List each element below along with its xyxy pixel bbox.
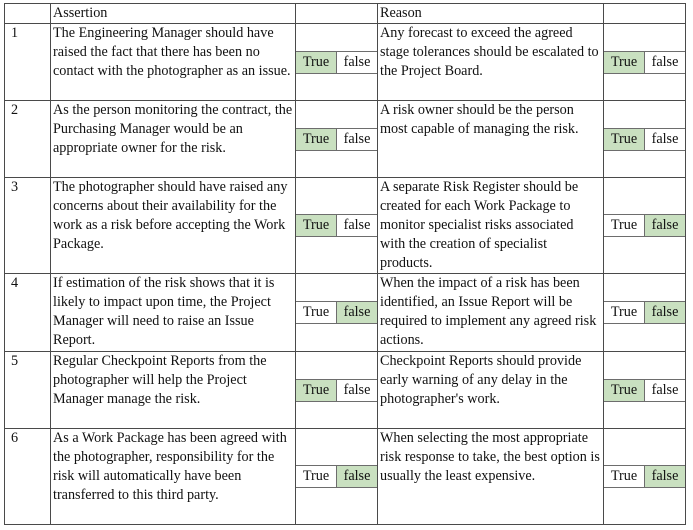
false-option[interactable]: false xyxy=(336,215,377,236)
table-row xyxy=(5,352,686,429)
assertion-true-false xyxy=(296,101,378,178)
true-option[interactable]: True xyxy=(296,52,336,73)
reason-text: Any forecast to exceed the agreed stage tolerances should be escalated to the Project Board. xyxy=(378,24,604,101)
assertion-text: As a Work Package has been agreed with the photographer, responsibility for the risk will automatically have been transferred to this third party. xyxy=(51,429,296,525)
header-assertion-answer xyxy=(296,4,378,24)
assertion-true-false xyxy=(296,429,378,525)
false-option[interactable]: false xyxy=(644,466,685,487)
table-row xyxy=(5,101,686,178)
assertion-text: As the person monitoring the contract, the Purchasing Manager would be an appropriate owner for the risk. xyxy=(51,101,296,178)
row-number: 6 xyxy=(5,429,51,525)
false-option[interactable]: false xyxy=(336,380,377,401)
true-false-toggle[interactable] xyxy=(296,301,377,324)
true-option[interactable]: True xyxy=(296,129,336,150)
table-row xyxy=(5,178,686,274)
false-option[interactable]: false xyxy=(644,52,685,73)
assertion-text: The photographer should have raised any concerns about their availability for the work as a risk before accepting the Work Package. xyxy=(51,178,296,274)
header-row xyxy=(5,4,686,24)
false-option[interactable]: false xyxy=(644,380,685,401)
reason-text: Checkpoint Reports should provide early warning of any delay in the photographer's work. xyxy=(378,352,604,429)
false-option[interactable]: false xyxy=(644,215,685,236)
true-false-toggle[interactable] xyxy=(296,128,377,151)
assertion-true-false xyxy=(296,178,378,274)
false-option[interactable]: false xyxy=(336,52,377,73)
row-number: 3 xyxy=(5,178,51,274)
assertion-text: Regular Checkpoint Reports from the photographer will help the Project Manager manage the risk. xyxy=(51,352,296,429)
header-assertion: Assertion xyxy=(51,4,296,24)
reason-text: When selecting the most appropriate risk response to take, the best option is usually the least expensive. xyxy=(378,429,604,525)
header-reason: Reason xyxy=(378,4,604,24)
true-option[interactable]: True xyxy=(604,52,644,73)
true-option[interactable]: True xyxy=(296,215,336,236)
true-option[interactable]: True xyxy=(610,217,638,233)
row-number: 4 xyxy=(5,274,51,352)
true-option[interactable]: True xyxy=(302,304,330,320)
false-option[interactable]: false xyxy=(644,302,685,323)
false-option[interactable]: false xyxy=(644,129,685,150)
true-false-toggle[interactable] xyxy=(296,465,377,488)
true-false-toggle[interactable] xyxy=(296,379,377,402)
true-option[interactable]: True xyxy=(302,468,330,484)
true-option[interactable]: True xyxy=(610,468,638,484)
true-false-toggle[interactable] xyxy=(604,51,685,74)
table-row xyxy=(5,24,686,101)
row-number: 2 xyxy=(5,101,51,178)
true-option[interactable]: True xyxy=(604,129,644,150)
assertion-reason-table xyxy=(4,3,686,525)
header-reason-answer xyxy=(604,4,686,24)
reason-text: A risk owner should be the person most capable of managing the risk. xyxy=(378,101,604,178)
assertion-true-false xyxy=(296,24,378,101)
reason-true-false xyxy=(604,429,686,525)
true-false-toggle[interactable] xyxy=(604,214,685,237)
true-false-toggle[interactable] xyxy=(296,51,377,74)
true-false-toggle[interactable] xyxy=(604,301,685,324)
reason-true-false xyxy=(604,274,686,352)
true-option[interactable]: True xyxy=(296,380,336,401)
false-option[interactable]: false xyxy=(336,466,377,487)
assertion-true-false xyxy=(296,274,378,352)
reason-true-false xyxy=(604,24,686,101)
true-false-toggle[interactable] xyxy=(604,128,685,151)
reason-true-false xyxy=(604,352,686,429)
row-number: 1 xyxy=(5,24,51,101)
true-option[interactable]: True xyxy=(604,380,644,401)
table-row xyxy=(5,274,686,352)
reason-text: When the impact of a risk has been identified, an Issue Report will be required to implement any agreed risk actions. xyxy=(378,274,604,352)
table-row xyxy=(5,429,686,525)
reason-text: A separate Risk Register should be created for each Work Package to monitor specialist risks associated with the creation of specialist products. xyxy=(378,178,604,274)
row-number: 5 xyxy=(5,352,51,429)
assertion-text: If estimation of the risk shows that it is likely to impact upon time, the Project Manager will need to raise an Issue Report. xyxy=(51,274,296,352)
header-number xyxy=(5,4,51,24)
true-false-toggle[interactable] xyxy=(296,214,377,237)
true-false-toggle[interactable] xyxy=(604,465,685,488)
assertion-true-false xyxy=(296,352,378,429)
reason-true-false xyxy=(604,101,686,178)
reason-true-false xyxy=(604,178,686,274)
false-option[interactable]: false xyxy=(336,302,377,323)
true-option[interactable]: True xyxy=(610,304,638,320)
false-option[interactable]: false xyxy=(336,129,377,150)
true-false-toggle[interactable] xyxy=(604,379,685,402)
assertion-text: The Engineering Manager should have raised the fact that there has been no contact with the photographer as an issue. xyxy=(51,24,296,101)
